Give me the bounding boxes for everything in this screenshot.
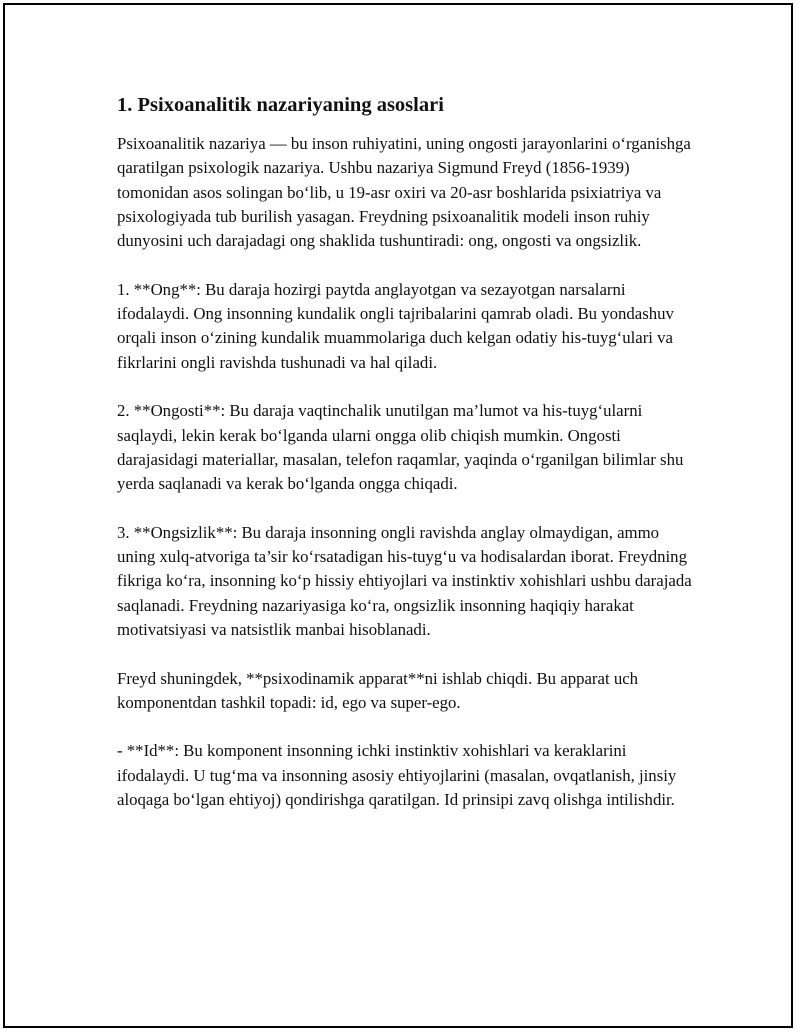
document-body — [117, 92, 697, 812]
ongsizlik-paragraph: 3. **Ongsizlik**: Bu daraja insonning ongli ravishda anglay olmaydigan, ammo uning xulq-atvoriga ta’sir ko‘rsatadigan his-tuyg‘u va hodisalardan iborat. Freydning fikriga ko‘ra, insonning ko‘p hissiy ehtiyojlari va instinktiv xohishlari ushbu darajada saqlanadi. Freydning nazariyasiga ko‘ra, ongsizlik insonning haqiqiy harakat motivatsiyasi va natsistlik manbai hisoblanadi. — [117, 522, 692, 639]
ong-paragraph: 1. **Ong**: Bu daraja hozirgi paytda anglayotgan va sezayotgan narsalarni ifodalaydi. Ong insonning kundalik ongli tajribalarini qamrab oladi. Bu yondashuv orqali inson o‘zining kundalik muammolariga duch kelgan odatiy his-tuyg‘ulari va fikrlarini ongli ravishda tushunadi va hal qiladi. — [117, 279, 674, 372]
ongosti-paragraph: 2. **Ongosti**: Bu daraja vaqtinchalik unutilgan ma’lumot va his-tuyg‘ularni saqlaydi, lekin kerak bo‘lganda ularni ongga olib chiqish mumkin. Ongosti darajasidagi materiallar, masalan, telefon raqamlar, yaqinda o‘rganilgan bilimlar shu yerda saqlanadi va kerak bo‘lganda ongga chiqadi. — [117, 401, 684, 494]
psixodinamik-apparat-paragraph: Freyd shuningdek, **psixodinamik apparat**ni ishlab chiqdi. Bu apparat uch komponentdan tashkil topadi: id, ego va super-ego. — [117, 668, 639, 712]
intro-paragraph: Psixoanalitik nazariya — bu inson ruhiyatini, uning ongosti jarayonlarini o‘rganishga qaratilgan psixologik nazariya. Ushbu nazariya Sigmund Freyd (1856-1939) tomonidan asos solingan bo‘lib, u 19-asr oxiri va 20-asr boshlarida psixiatriya va psixologiyada tub burilish yasagan. Freydning psixoanalitik modeli inson ruhiy dunyosini uch darajadagi ong shaklida tushuntiradi: ong, ongosti va ongsizlik. — [117, 134, 691, 251]
section-heading: 1. Psixoanalitik nazariyaning asoslari — [117, 94, 444, 116]
id-paragraph: - **Id**: Bu komponent insonning ichki instinktiv xohishlari va keraklarini ifodalaydi. U tug‘ma va insonning asosiy ehtiyojlarini (masalan, ovqatlanish, jinsiy aloqaga bo‘lgan ehtiyoj) qondirishga qaratilgan. Id prinsipi zavq olishga intilishdir. — [117, 741, 677, 810]
